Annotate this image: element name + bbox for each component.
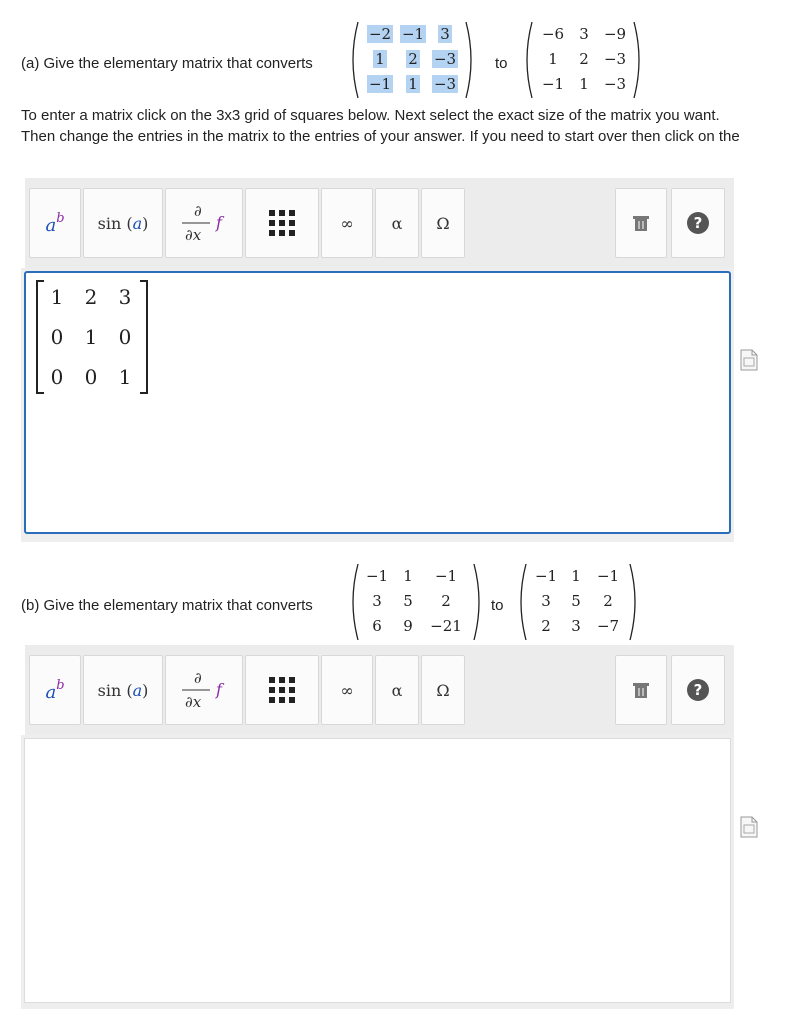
answer-matrix-cell[interactable]: 0	[118, 325, 132, 349]
matrix-cells	[528, 565, 628, 637]
matrix-cell: 1	[375, 50, 385, 68]
greek-omega-button[interactable]	[421, 188, 465, 258]
matrix-grid-icon	[269, 210, 295, 236]
question-b-to-label: to	[491, 597, 504, 614]
matrix-cell: 5	[403, 592, 413, 610]
matrix-cell: 2	[603, 592, 613, 610]
matrix-cell: −7	[596, 617, 620, 635]
left-paren	[516, 562, 528, 642]
alpha-icon: α	[391, 680, 403, 700]
answer-matrix-cell[interactable]: 0	[84, 365, 98, 389]
left-paren	[522, 20, 534, 100]
question-b-prompt: (b) Give the elementary matrix that converts	[21, 597, 313, 614]
matrix-cell: 1	[548, 50, 558, 68]
svg-text:f: f	[216, 213, 222, 232]
clear-button[interactable]	[615, 655, 667, 725]
matrix-cell: 3	[571, 617, 581, 635]
instructions-line-1: To enter a matrix click on the 3x3 grid of squares below. Next select the exact size of the matrix you want.	[21, 107, 720, 124]
matrix-cell: 3	[440, 25, 450, 43]
matrix-cell: −1	[596, 567, 620, 585]
help-button[interactable]	[671, 655, 725, 725]
matrix-cell: −1	[368, 75, 392, 93]
answer-matrix-cell[interactable]: 1	[84, 325, 98, 349]
matrix-cells	[362, 23, 462, 95]
greek-omega-button[interactable]	[421, 655, 465, 725]
right-paren	[632, 20, 644, 100]
matrix-cells	[360, 565, 470, 637]
answer-matrix-cell[interactable]: 3	[118, 285, 132, 309]
infinity-button[interactable]	[321, 188, 373, 258]
derivative-button[interactable]	[165, 188, 243, 258]
answer-matrix-cell[interactable]: 1	[50, 285, 64, 309]
omega-icon: Ω	[436, 213, 450, 233]
alpha-icon: α	[391, 213, 403, 233]
infinity-icon: ∞	[340, 680, 354, 700]
matrix-cell: −1	[401, 25, 425, 43]
help-icon: ?	[687, 212, 709, 234]
question-a-to-label: to	[495, 55, 508, 72]
left-paren	[348, 20, 360, 100]
superscript-icon: $a^b$	[45, 210, 65, 236]
greek-alpha-button[interactable]	[375, 655, 419, 725]
superscript-button[interactable]	[29, 188, 81, 258]
math-toolbar-b	[25, 645, 734, 735]
matrix-cell: 3	[579, 25, 589, 43]
matrix-cell: 2	[408, 50, 418, 68]
matrix-grid-icon	[269, 677, 295, 703]
question-a-to-matrix	[522, 20, 644, 100]
question-b-to-matrix	[516, 562, 640, 642]
answer-matrix-cell[interactable]: 2	[84, 285, 98, 309]
function-icon: sin (a)	[97, 213, 149, 233]
answer-matrix-cell[interactable]: 1	[118, 365, 132, 389]
partial-derivative-icon	[176, 201, 232, 245]
sin-function-button[interactable]	[83, 188, 163, 258]
matrix-cell: −2	[368, 25, 392, 43]
matrix-cell: −1	[534, 567, 558, 585]
question-b-from-matrix	[348, 562, 484, 642]
derivative-button[interactable]	[165, 655, 243, 725]
matrix-cell: 1	[571, 567, 581, 585]
infinity-icon: ∞	[340, 213, 354, 233]
answer-matrix-cell[interactable]: 0	[50, 365, 64, 389]
question-a-prompt: (a) Give the elementary matrix that converts	[21, 55, 313, 72]
trash-icon	[632, 681, 650, 699]
svg-text:∂x: ∂x	[185, 693, 202, 711]
matrix-cell: 5	[571, 592, 581, 610]
answer-matrix-cell[interactable]: 0	[50, 325, 64, 349]
svg-text:∂x: ∂x	[185, 226, 202, 244]
matrix-cell: −21	[430, 617, 462, 635]
function-icon: sin (a)	[97, 680, 149, 700]
superscript-button[interactable]	[29, 655, 81, 725]
matrix-cell: 2	[579, 50, 589, 68]
math-toolbar-a	[25, 178, 734, 268]
left-paren	[348, 562, 360, 642]
matrix-cell: 1	[579, 75, 589, 93]
infinity-button[interactable]	[321, 655, 373, 725]
right-paren	[628, 562, 640, 642]
matrix-cell: −3	[433, 75, 457, 93]
matrix-cell: −3	[433, 50, 457, 68]
right-paren	[472, 562, 484, 642]
matrix-grid-button[interactable]	[245, 188, 319, 258]
matrix-cell: −1	[365, 567, 389, 585]
svg-text:∂: ∂	[194, 202, 202, 220]
document-icon[interactable]	[740, 816, 758, 838]
help-button[interactable]	[671, 188, 725, 258]
sin-function-button[interactable]	[83, 655, 163, 725]
svg-text:f: f	[216, 680, 222, 699]
matrix-cell: 3	[541, 592, 551, 610]
matrix-cell: −3	[603, 50, 627, 68]
matrix-cell: −1	[541, 75, 565, 93]
matrix-cell: 1	[408, 75, 418, 93]
matrix-cells	[534, 23, 634, 95]
partial-derivative-icon	[176, 668, 232, 712]
greek-alpha-button[interactable]	[375, 188, 419, 258]
trash-icon	[632, 214, 650, 232]
matrix-cell: 1	[403, 567, 413, 585]
clear-button[interactable]	[615, 188, 667, 258]
help-icon: ?	[687, 679, 709, 701]
matrix-cell: 2	[541, 617, 551, 635]
right-paren	[464, 20, 476, 100]
instructions-line-2: Then change the entries in the matrix to the entries of your answer. If you need to start over then click on the	[21, 128, 740, 145]
matrix-cell: 3	[372, 592, 382, 610]
svg-text:∂: ∂	[194, 669, 202, 687]
matrix-cell: 2	[441, 592, 451, 610]
matrix-cell: −1	[434, 567, 458, 585]
document-icon[interactable]	[740, 349, 758, 371]
matrix-cell: 6	[372, 617, 382, 635]
editor-frame-b	[21, 735, 734, 1009]
superscript-icon: $a^b$	[45, 677, 65, 703]
omega-icon: Ω	[436, 680, 450, 700]
answer-input-b[interactable]	[24, 738, 731, 1003]
matrix-cell: −3	[603, 75, 627, 93]
matrix-cell: −6	[541, 25, 565, 43]
question-a-from-matrix	[348, 20, 476, 100]
matrix-cell: 9	[403, 617, 413, 635]
matrix-cell: −9	[603, 25, 627, 43]
matrix-grid-button[interactable]	[245, 655, 319, 725]
